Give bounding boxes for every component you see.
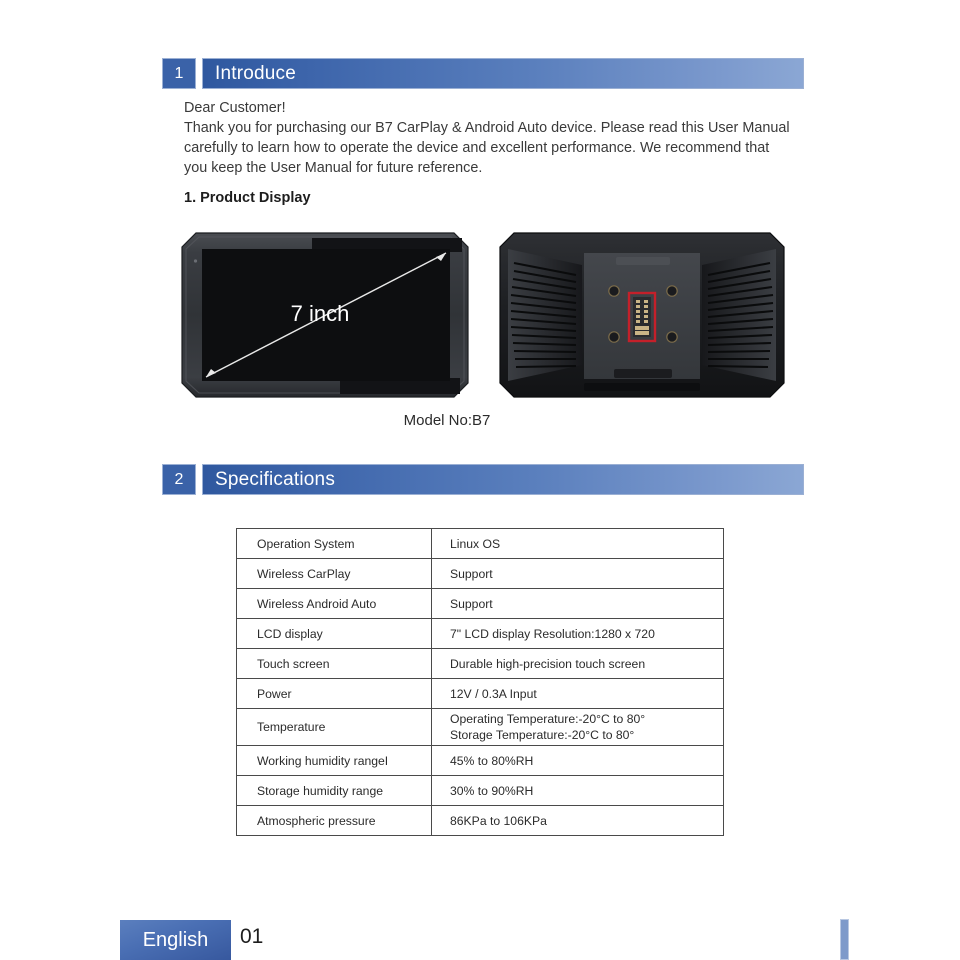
device-back-view-image xyxy=(498,231,786,399)
spec-label: Storage humidity range xyxy=(237,776,432,806)
spec-value: Linux OS xyxy=(432,529,724,559)
spec-label: Wireless CarPlay xyxy=(237,559,432,589)
vent-right xyxy=(702,249,776,381)
language-badge: English xyxy=(120,920,231,960)
section-number-badge: 2 xyxy=(162,464,196,495)
specifications-table-body xyxy=(237,529,724,836)
spec-label: Atmospheric pressure xyxy=(237,806,432,836)
screen-size-label: 7 inch xyxy=(290,301,350,326)
table-row xyxy=(237,589,724,619)
table-row xyxy=(237,806,724,836)
spec-value-line-1: Operating Temperature:-20°C to 80° xyxy=(450,712,646,726)
spec-value: Support xyxy=(432,559,724,589)
product-display-heading: 1. Product Display xyxy=(184,190,311,206)
spec-label: Wireless Android Auto xyxy=(237,589,432,619)
spec-value: Durable high-precision touch screen xyxy=(432,649,724,679)
spec-label: LCD display xyxy=(237,619,432,649)
section-header-specifications xyxy=(162,464,804,495)
intro-line-1: Thank you for purchasing our B7 CarPlay & Android Auto device. Please read this User Manual xyxy=(184,120,790,136)
table-row xyxy=(237,649,724,679)
spec-value xyxy=(432,709,724,746)
spec-value: 7" LCD display Resolution:1280 x 720 xyxy=(432,619,724,649)
table-row xyxy=(237,559,724,589)
spec-value: 30% to 90%RH xyxy=(432,776,724,806)
specifications-table xyxy=(236,528,724,836)
table-row xyxy=(237,679,724,709)
spec-label: Temperature xyxy=(237,709,432,746)
model-number-caption: Model No:B7 xyxy=(403,412,491,429)
intro-line-3: you keep the User Manual for future reference. xyxy=(184,160,483,176)
spec-label: Touch screen xyxy=(237,649,432,679)
spec-label: Power xyxy=(237,679,432,709)
spec-label: Working humidity rangeI xyxy=(237,746,432,776)
spec-value-line-2: Storage Temperature:-20°C to 80° xyxy=(450,728,635,742)
section-header-introduce xyxy=(162,58,804,89)
table-row xyxy=(237,776,724,806)
device-front-view-image xyxy=(180,231,470,399)
intro-line-2: carefully to learn how to operate the device and excellent performance. We recommend that xyxy=(184,140,770,156)
section-title-specifications: Specifications xyxy=(202,464,804,495)
spec-value: 12V / 0.3A Input xyxy=(432,679,724,709)
page-number: 01 xyxy=(240,925,264,948)
table-row xyxy=(237,746,724,776)
section-title-introduce: Introduce xyxy=(202,58,804,89)
spec-value: Support xyxy=(432,589,724,619)
table-row xyxy=(237,619,724,649)
table-row xyxy=(237,709,724,746)
vent-left xyxy=(508,249,582,381)
footer-accent-bar xyxy=(840,919,849,960)
intro-paragraph xyxy=(184,98,809,178)
section-number-badge: 1 xyxy=(162,58,196,89)
spec-label: Operation System xyxy=(237,529,432,559)
intro-greeting: Dear Customer! xyxy=(184,100,286,116)
spec-value: 86KPa to 106KPa xyxy=(432,806,724,836)
table-row xyxy=(237,529,724,559)
spec-value: 45% to 80%RH xyxy=(432,746,724,776)
